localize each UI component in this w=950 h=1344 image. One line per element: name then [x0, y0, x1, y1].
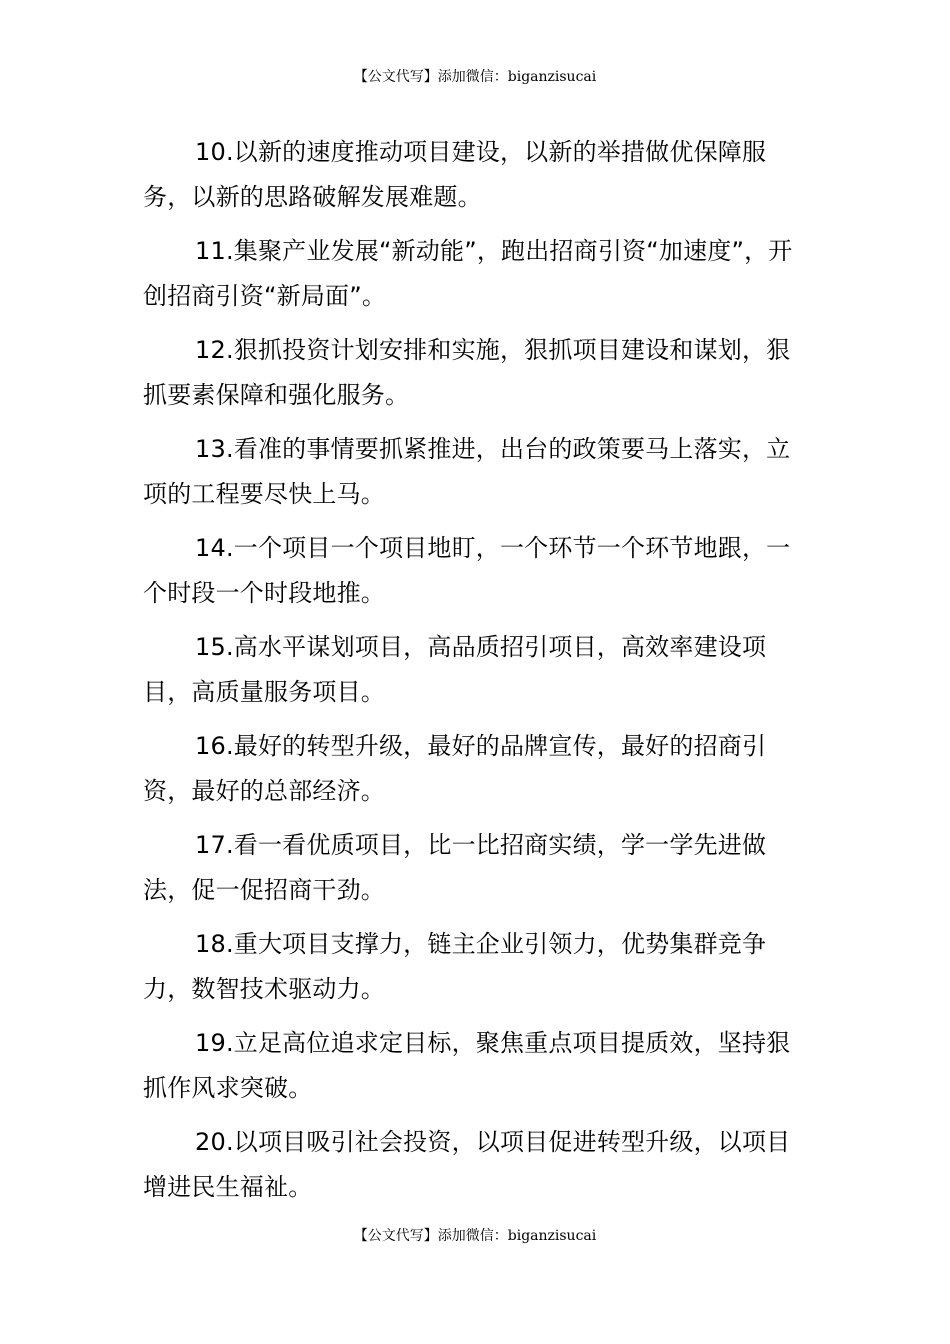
paragraph-18: 18.重大项目支撑力，链主企业引领力，优势集群竞争力，数智技术驱动力。 — [143, 930, 767, 1003]
page-header: 【公文代写】添加微信：biganzisucai — [353, 69, 597, 85]
paragraph-15: 15.高水平谋划项目，高品质招引项目，高效率建设项目，高质量服务项目。 — [143, 633, 767, 706]
paragraph-14: 14.一个项目一个项目地盯，一个环节一个环节地跟，一个时段一个时段地推。 — [143, 534, 791, 607]
document-body — [143, 130, 809, 1219]
paragraph-12: 12.狠抓投资计划安排和实施，狠抓项目建设和谋划，狠抓要素保障和强化服务。 — [143, 336, 791, 409]
paragraph-11: 11.集聚产业发展“新动能”，跑出招商引资“加速度”，开创招商引资“新局面”。 — [143, 237, 793, 310]
paragraph-17: 17.看一看优质项目，比一比招商实绩，学一学先进做法，促一促招商干劲。 — [143, 831, 767, 904]
paragraph-20: 20.以项目吸引社会投资，以项目促进转型升级，以项目增进民生福祉。 — [143, 1128, 791, 1201]
paragraph-16: 16.最好的转型升级，最好的品牌宣传，最好的招商引资，最好的总部经济。 — [143, 732, 767, 805]
paragraph-19: 19.立足高位追求定目标，聚焦重点项目提质效，坚持狠抓作风求突破。 — [143, 1029, 791, 1102]
page-footer: 【公文代写】添加微信：biganzisucai — [353, 1228, 597, 1244]
paragraph-13: 13.看准的事情要抓紧推进，出台的政策要马上落实，立项的工程要尽快上马。 — [143, 435, 791, 508]
paragraph-10: 10.以新的速度推动项目建设，以新的举措做优保障服务，以新的思路破解发展难题。 — [143, 138, 767, 211]
